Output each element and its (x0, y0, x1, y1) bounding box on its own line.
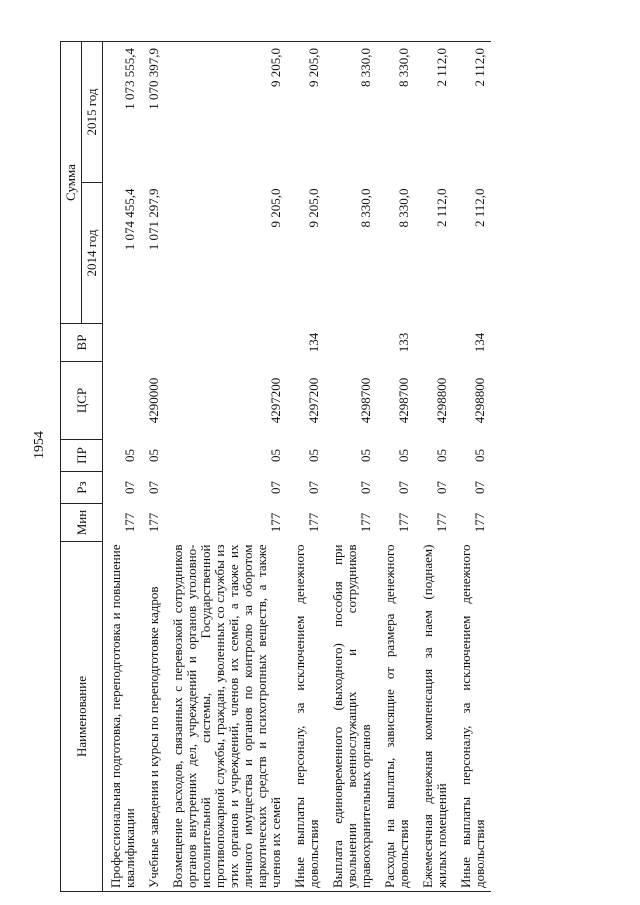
row-vr-cell (165, 324, 287, 362)
row-rz-cell: 07 (472, 481, 487, 494)
rotated-table-container (60, 42, 580, 892)
row-csr-cell: 4298700 (396, 377, 411, 424)
row-vr-cell: 134 (472, 332, 487, 353)
row-min-cell: 177 (306, 512, 321, 533)
header-sum: Сумма (61, 42, 82, 324)
row-name-cell: Ежемесячная денежная компенсация за наем (поднаем) жилых помещений (415, 542, 453, 892)
row-csr-cell: 4298800 (472, 377, 487, 424)
budget-table (60, 41, 491, 892)
header-csr: ЦСР (61, 362, 103, 440)
row-min-cell: 177 (146, 512, 161, 533)
page-number: 1954 (32, 431, 47, 459)
row-2014-cell: 2 112,0 (434, 188, 449, 228)
row-name-cell: Иные выплаты персоналу, за исключением денежного довольствия (453, 542, 491, 892)
table-row (453, 42, 491, 892)
row-min-cell: 177 (472, 512, 487, 533)
row-csr-cell: 4290000 (146, 377, 161, 424)
row-csr-cell: 4298800 (434, 377, 449, 424)
row-min-cell: 177 (122, 512, 137, 533)
header-pr: ПР (61, 440, 103, 472)
header-min: Мин (61, 504, 103, 542)
row-rz-cell: 07 (122, 481, 137, 494)
header-name: Наименование (61, 542, 103, 892)
row-vr-cell (103, 324, 142, 362)
row-pr-cell: 05 (268, 449, 283, 462)
table-row (415, 42, 453, 892)
row-csr-cell: 4298700 (358, 377, 373, 424)
row-name-cell: Иные выплаты персоналу, за исключением денежного довольствия (287, 542, 325, 892)
row-pr-cell: 05 (472, 449, 487, 462)
row-vr-cell (141, 324, 165, 362)
row-2014-cell: 9 205,0 (306, 188, 321, 228)
row-2014-cell: 8 330,0 (358, 188, 373, 228)
row-csr-cell: 4297200 (306, 377, 321, 424)
row-name-cell: Расходы на выплаты, зависящие от размера денежного довольствия (377, 542, 415, 892)
header-rz: Рз (61, 472, 103, 504)
header-2014: 2014 год (82, 183, 103, 324)
row-2015-cell: 8 330,0 (377, 42, 415, 183)
header-vr: ВР (61, 324, 103, 362)
row-2014-cell: 8 330,0 (396, 188, 411, 228)
row-2014-cell: 1 074 455,4 (122, 188, 137, 251)
table-body (103, 42, 492, 892)
table-row (165, 42, 287, 892)
table-row (141, 42, 165, 892)
row-rz-cell: 07 (146, 481, 161, 494)
row-pr-cell: 05 (146, 449, 161, 462)
row-vr-cell (415, 324, 453, 362)
row-pr-cell: 05 (358, 449, 373, 462)
row-2015-cell: 9 205,0 (165, 42, 287, 183)
row-rz-cell: 07 (396, 481, 411, 494)
row-min-cell: 177 (268, 512, 283, 533)
table-row (287, 42, 325, 892)
row-csr-cell: 4297200 (268, 377, 283, 424)
table-row (377, 42, 415, 892)
row-pr-cell: 05 (396, 449, 411, 462)
row-2014-cell: 9 205,0 (268, 188, 283, 228)
row-vr-cell: 133 (396, 332, 411, 353)
row-rz-cell: 07 (268, 481, 283, 494)
row-pr-cell: 05 (434, 449, 449, 462)
row-pr-cell: 05 (306, 449, 321, 462)
row-vr-cell: 134 (306, 332, 321, 353)
row-min-cell: 177 (358, 512, 373, 533)
row-2015-cell: 2 112,0 (453, 42, 491, 183)
row-name-cell: Возмещение расходов, связанных с перевозкой сотрудников органов внутренних дел, учреждений и органов уголовно-исполнительной системы, Государственной противопожарной службы, граждан, уволенных со службы из этих органов и учреждений, членов их семей, а также их личного имущества и органов по контролю за оборотом наркотических средств и психотропных веществ, а также членов их семей (165, 542, 287, 892)
table-row (325, 42, 377, 892)
table-row (103, 42, 142, 892)
header-2015: 2015 год (82, 42, 103, 183)
row-rz-cell: 07 (358, 481, 373, 494)
row-vr-cell (325, 324, 377, 362)
row-rz-cell: 07 (434, 481, 449, 494)
row-name-cell: Выплата единовременного (выходного) пособия при увольнении военнослужащих и сотрудников правоохранительных органов (325, 542, 377, 892)
row-2015-cell: 1 070 397,9 (141, 42, 165, 183)
row-2015-cell: 8 330,0 (325, 42, 377, 183)
row-2015-cell: 9 205,0 (287, 42, 325, 183)
row-csr-cell (103, 362, 142, 440)
row-2014-cell: 2 112,0 (472, 188, 487, 228)
row-pr-cell: 05 (122, 449, 137, 462)
row-rz-cell: 07 (306, 481, 321, 494)
row-min-cell: 177 (434, 512, 449, 533)
row-2015-cell: 1 073 555,4 (103, 42, 142, 183)
row-min-cell: 177 (396, 512, 411, 533)
row-name-cell: Профессиональная подготовка, переподготовка и повышение квалификации (103, 542, 142, 892)
row-name-cell: Учебные заведения и курсы по переподготовке кадров (141, 542, 165, 892)
row-2015-cell: 2 112,0 (415, 42, 453, 183)
row-2014-cell: 1 071 297,9 (146, 188, 161, 251)
